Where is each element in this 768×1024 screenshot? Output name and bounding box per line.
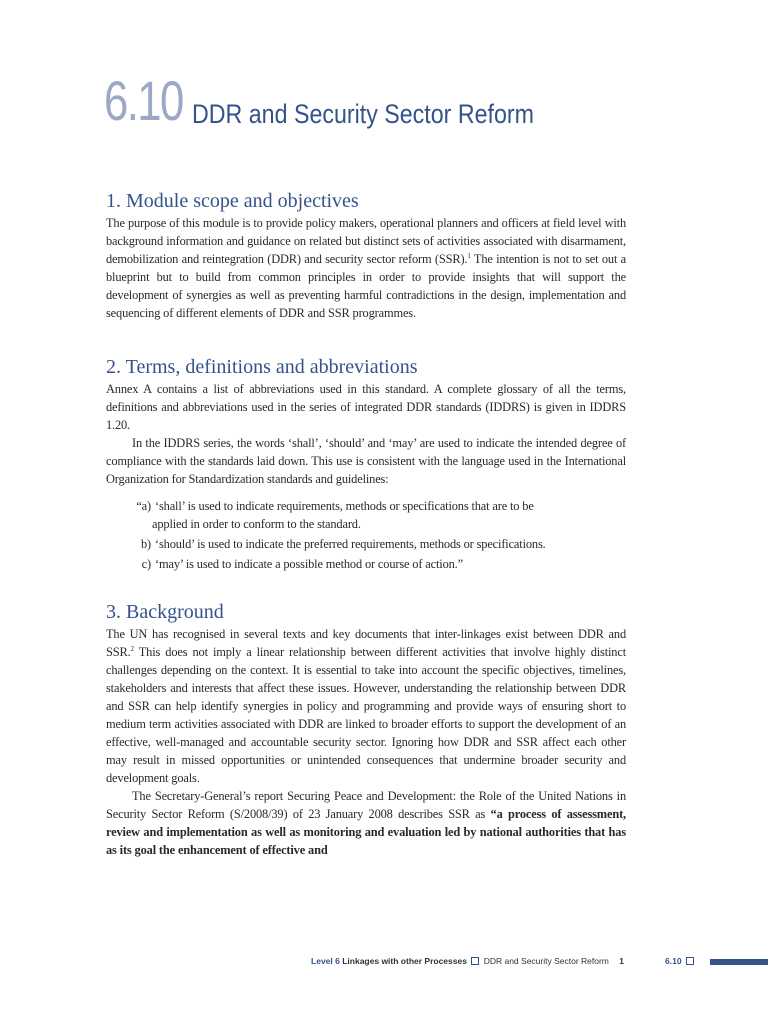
footer-badge-number: 6.10	[665, 956, 682, 966]
list-item-label: “a)	[136, 499, 151, 513]
paragraph-text: The purpose of this module is to provide policy makers, operational planners and officers at field level with background information and guidance on related but distinct sets of activities associated with disarmament, demobilization and reintegration (DDR) and security sector reform (SSR).	[106, 216, 626, 266]
footer-module: DDR and Security Sector Reform	[483, 956, 609, 966]
list-item-label: b)	[140, 537, 151, 551]
paragraph: Annex A contains a list of abbreviations used in this standard. A complete glossary of all the terms, definitions and abbreviations used in the series of integrated DDR standards (IDDRS) is given in IDDRS 1.20.	[106, 382, 626, 432]
paragraph-text: The intention is not to set out a blueprint but to build from common principles in order to provide insights that will support the development of synergies as well as preventing harmful contradictions in the design, implementation and sequencing of different elements of DDR and SSR programmes.	[106, 252, 626, 320]
footer-running-title	[311, 955, 624, 967]
list-item-text: ‘may’ is used to indicate a possible method or course of action.”	[155, 557, 463, 571]
list-item-label: c)	[141, 557, 151, 571]
section-background	[106, 599, 626, 859]
module-number: 6.10	[104, 69, 183, 132]
definition-quote: “a process of assessment, review and implementation as well as monitoring and evaluation led by national authorities that has as its goal the enhancement of effective and	[106, 807, 626, 857]
page-footer	[0, 955, 768, 971]
footer-level: Level 6	[311, 956, 340, 966]
paragraph	[106, 625, 626, 787]
compliance-list	[106, 497, 626, 573]
footer-badge	[665, 955, 696, 967]
list-item-continuation: applied in order to conform to the standard.	[152, 517, 361, 531]
section-heading: 2. Terms, definitions and abbreviations	[106, 356, 418, 378]
section-heading: 3. Background	[106, 601, 224, 623]
list-item-text: ‘shall’ is used to indicate requirements, methods or specifications that are to be	[155, 499, 534, 513]
footnote-ref[interactable]: 1	[467, 251, 471, 260]
paragraph-text: The Secretary-General’s report Securing Peace and Development: the Role of the United Nations in Security Sector Reform (S/2008/39) of 23 January 2008 describes SSR as	[106, 789, 626, 821]
list-item	[106, 497, 626, 533]
badge-box-icon	[686, 957, 694, 965]
list-item	[106, 555, 626, 573]
paragraph: In the IDDRS series, the words ‘shall’, ‘should’ and ‘may’ are used to indicate the intended degree of compliance with the standards laid down. This use is consistent with the language used in the International Organization for Standardization standards and guidelines:	[106, 436, 626, 486]
section-terms-definitions	[106, 354, 626, 573]
paragraph	[106, 787, 626, 859]
separator-box-icon	[471, 957, 479, 965]
footer-section: Linkages with other Processes	[342, 956, 467, 966]
module-title: DDR and Security Sector Reform	[192, 99, 534, 129]
list-item-text: ‘should’ is used to indicate the preferred requirements, methods or specifications.	[155, 537, 546, 551]
list-item	[106, 535, 626, 553]
paragraph-text: The UN has recognised in several texts and key documents that inter-linkages exist between DDR and SSR.	[106, 627, 626, 659]
page-header	[104, 70, 704, 140]
footnote-ref[interactable]: 2	[130, 644, 134, 653]
page-number: 1	[619, 956, 624, 966]
footer-accent-bar	[710, 959, 768, 965]
document-body	[106, 188, 626, 859]
paragraph-text: This does not imply a linear relationship between different activities that involve highly distinct challenges depending on the context. It is essential to take into account the specific objectives, timelines, stakeholders and interests that affect these issues. However, understanding the relationship between DDR and SSR can help identify synergies in policy and programming and provide ways of ensuring short to medium term activities associated with DDR are linked to broader efforts to support the development of an effective, well-managed and accountable security sector. Ignoring how DDR and SSR affect each other may result in missed opportunities or unintended consequences that undermine broader security and development goals.	[106, 645, 626, 785]
section-heading: 1. Module scope and objectives	[106, 190, 359, 212]
paragraph	[106, 214, 626, 322]
section-module-scope	[106, 188, 626, 322]
